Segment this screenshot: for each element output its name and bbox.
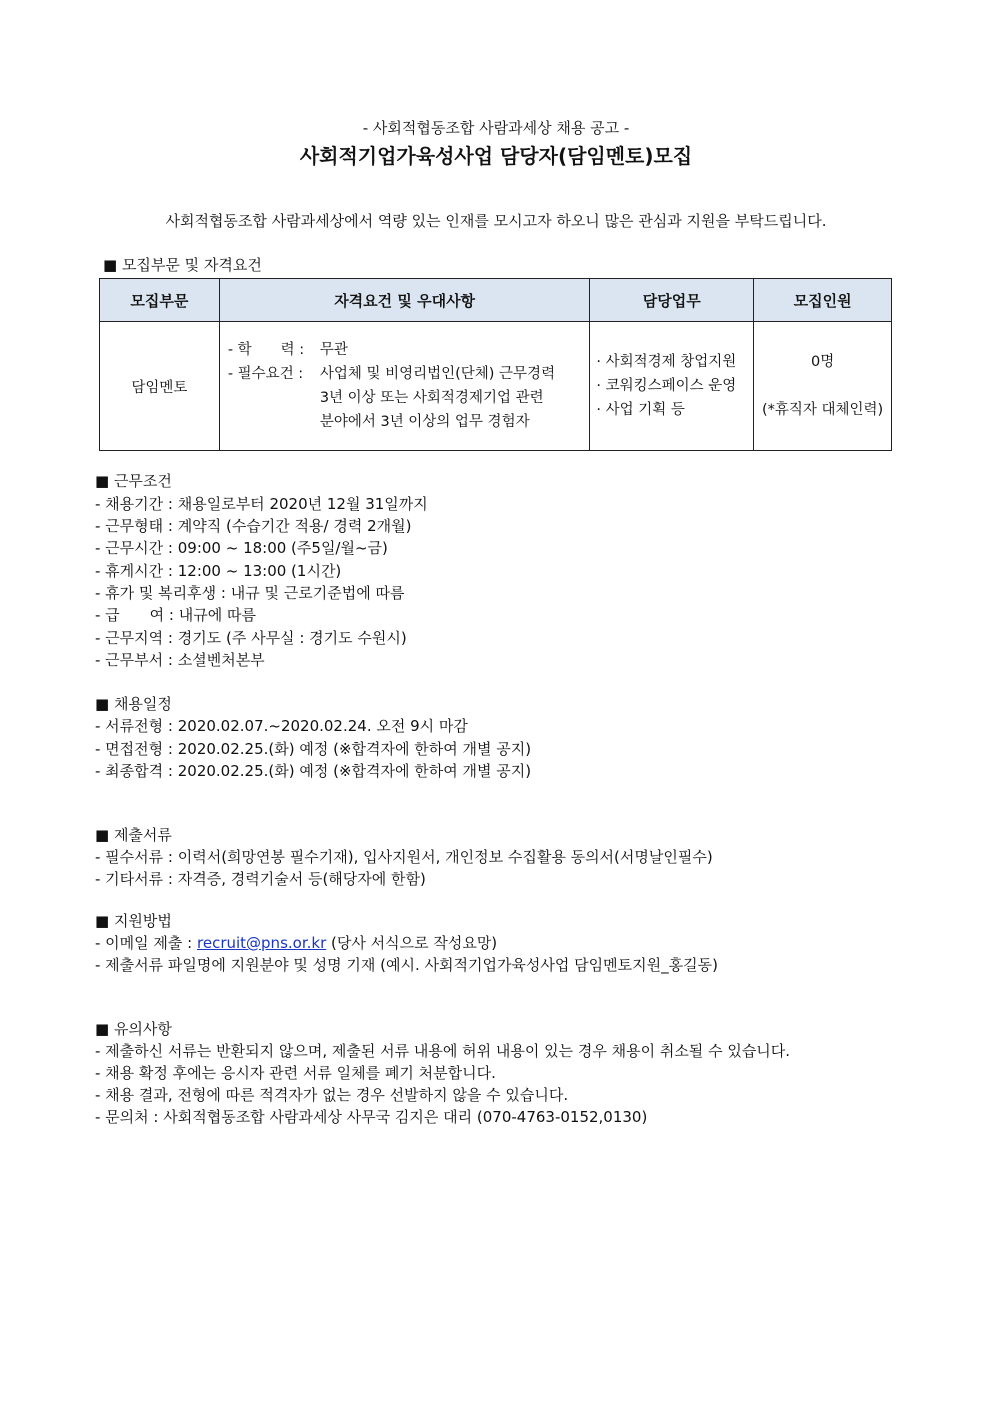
recruit-email-link[interactable]: recruit@pns.or.kr	[197, 934, 327, 952]
recruit-count-note: (*휴직자 대체인력)	[761, 402, 884, 418]
apply-email-prefix: - 이메일 제출 :	[95, 934, 197, 952]
table-header: 모집인원	[754, 279, 892, 322]
apply-email-suffix: (당사 서식으로 작성요망)	[326, 934, 498, 952]
required-line: 3년 이상 또는 사회적경제기업 관련	[319, 390, 544, 406]
notes-heading: ■ 유의사항	[95, 1020, 172, 1038]
apply-email-line	[95, 932, 497, 953]
documents-heading: ■ 제출서류	[95, 826, 172, 844]
table-row	[100, 322, 892, 451]
recruit-count: 0명	[810, 354, 835, 370]
notes-line: - 문의처 : 사회적협동조합 사람과세상 사무국 김지은 대리 (070-4763-0152,0130)	[95, 1108, 648, 1126]
conditions-line: - 근무지역 : 경기도 (주 사무실 : 경기도 수원시)	[95, 629, 407, 647]
notes-line: - 채용 확정 후에는 응시자 관련 서류 일체를 폐기 처분합니다.	[95, 1064, 496, 1082]
schedule-line: - 서류전형 : 2020.02.07.~2020.02.24. 오전 9시 마감	[95, 717, 468, 735]
required-line: 분야에서 3년 이상의 업무 경험자	[319, 414, 530, 430]
documents-line: - 필수서류 : 이력서(희망연봉 필수기재), 입사지원서, 개인정보 수집활용 동의서(서명날인필수)	[95, 848, 713, 866]
required-line: 사업체 및 비영리법인(단체) 근무경력	[319, 366, 556, 382]
schedule-line: - 면접전형 : 2020.02.25.(화) 예정 (※합격자에 한하여 개별 공지)	[95, 740, 532, 758]
recruit-table	[99, 278, 892, 451]
duty-item: · 사업 기획 등	[596, 402, 685, 418]
education-value: 무관	[319, 342, 348, 358]
conditions-line: - 휴게시간 : 12:00 ~ 13:00 (1시간)	[95, 562, 342, 580]
conditions-line: - 채용기간 : 채용일로부터 2020년 12월 31일까지	[95, 495, 428, 513]
posting-title: 사회적기업가육성사업 담당자(담임멘토)모집	[299, 144, 693, 168]
qualification-cell	[219, 322, 590, 451]
duty-item: · 코워킹스페이스 운영	[596, 378, 737, 394]
duty-item: · 사회적경제 창업지원	[596, 354, 737, 370]
documents-line: - 기타서류 : 자격증, 경력기술서 등(해당자에 한함)	[95, 870, 426, 888]
conditions-line: - 근무시간 : 09:00 ~ 18:00 (주5일/월~금)	[95, 539, 388, 557]
schedule-line: - 최종합격 : 2020.02.25.(화) 예정 (※합격자에 한하여 개별 공지)	[95, 762, 532, 780]
required-label: - 필수요건 :	[227, 366, 304, 382]
schedule-heading: ■ 채용일정	[95, 695, 172, 713]
field-cell: 담임멘토	[100, 322, 220, 451]
table-header: 모집부문	[100, 279, 220, 322]
conditions-line: - 근무형태 : 계약직 (수습기간 적용/ 경력 2개월)	[95, 517, 412, 535]
count-cell	[754, 322, 892, 451]
intro-text: 사회적협동조합 사람과세상에서 역량 있는 인재를 모시고자 하오니 많은 관심과 지원을 부탁드립니다.	[165, 212, 827, 230]
table-header: 자격요건 및 우대사항	[219, 279, 590, 322]
conditions-heading: ■ 근무조건	[95, 472, 172, 490]
conditions-line: - 급 여 : 내규에 따름	[95, 606, 256, 624]
table-header-row	[100, 279, 892, 322]
posting-subtitle: - 사회적협동조합 사람과세상 채용 공고 -	[362, 119, 630, 137]
education-label: - 학 력 :	[227, 342, 305, 358]
duties-cell	[590, 322, 754, 451]
table-header: 담당업무	[590, 279, 754, 322]
apply-heading: ■ 지원방법	[95, 912, 172, 930]
notes-line: - 제출하신 서류는 반환되지 않으며, 제출된 서류 내용에 허위 내용이 있는 경우 채용이 취소될 수 있습니다.	[95, 1042, 791, 1060]
conditions-line: - 휴가 및 복리후생 : 내규 및 근로기준법에 따름	[95, 584, 405, 602]
apply-filename-line: - 제출서류 파일명에 지원분야 및 성명 기재 (예시. 사회적기업가육성사업 담임멘토지원_홍길동)	[95, 956, 718, 974]
notes-line: - 채용 결과, 전형에 따른 적격자가 없는 경우 선발하지 않을 수 있습니다.	[95, 1086, 569, 1104]
recruit-section-heading: ■ 모집부문 및 자격요건	[103, 256, 262, 274]
conditions-line: - 근무부서 : 소셜벤처본부	[95, 651, 265, 669]
